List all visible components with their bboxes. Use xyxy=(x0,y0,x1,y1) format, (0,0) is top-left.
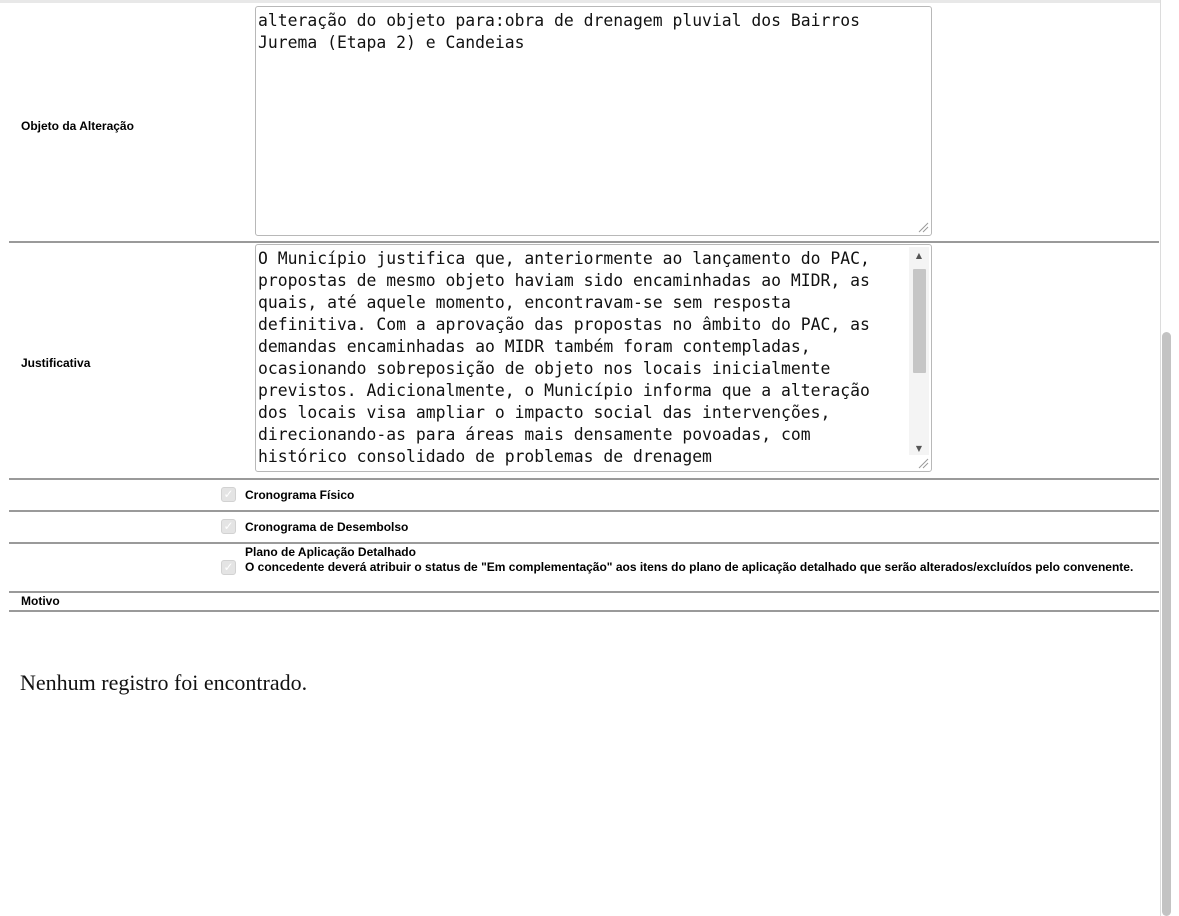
justificativa-scrollbar[interactable] xyxy=(909,247,929,455)
objeto-text: alteração do objeto para:obra de drenagem pluvial dos Bairros Jurema (Etapa 2) e Candeias xyxy=(258,11,870,52)
plano-aplicacao-note: O concedente deverá atribuir o status de "Em complementação" aos itens do plano de aplicação detalhado que serão alterados/excluídos pelo convenente. xyxy=(245,560,1134,574)
motivo-label: Motivo xyxy=(21,594,60,608)
scroll-thumb[interactable] xyxy=(913,269,926,373)
objeto-label: Objeto da Alteração xyxy=(21,119,134,133)
empty-results-message: Nenhum registro foi encontrado. xyxy=(20,670,308,695)
plano-aplicacao-checkbox[interactable] xyxy=(221,560,236,575)
justificativa-textarea[interactable] xyxy=(255,244,932,472)
check-icon: ✓ xyxy=(223,487,234,501)
objeto-textarea[interactable] xyxy=(255,6,932,236)
cronograma-fisico-checkbox[interactable] xyxy=(221,487,236,502)
page-scroll-thumb[interactable] xyxy=(1162,332,1171,916)
justificativa-text: O Município justifica que, anteriormente ao lançamento do PAC, propostas de mesmo objeto haviam sido encaminhadas ao MIDR, as quais, até aquele momento, encontravam-se sem resposta definitiva. Com a aprovação das propostas no âmbito do PAC, as demandas encaminhadas ao MIDR também foram contempladas, ocasionando sobreposição de objeto nos locais inicialmente previstos. Adicionalmente, o Município informa que a alteração dos locais visa ampliar o impacto social das intervenções, direcionando-as para áreas mais densamente povoadas, com histórico consolidado de problemas de drenagem xyxy=(258,249,880,466)
page-scrollbar[interactable] xyxy=(1160,0,1179,916)
cronograma-desembolso-checkbox[interactable] xyxy=(221,519,236,534)
cronograma-fisico-label: Cronograma Físico xyxy=(245,488,355,502)
plano-aplicacao-block xyxy=(245,545,1155,575)
resize-grip-icon[interactable] xyxy=(917,457,929,469)
check-icon: ✓ xyxy=(223,560,234,574)
justificativa-label: Justificativa xyxy=(21,356,91,370)
scroll-down-arrow-icon[interactable]: ▼ xyxy=(915,444,923,453)
scroll-up-arrow-icon[interactable]: ▲ xyxy=(915,251,923,260)
divider xyxy=(9,510,1159,512)
divider xyxy=(9,478,1159,480)
divider xyxy=(9,610,1159,612)
divider xyxy=(9,542,1159,544)
divider xyxy=(9,241,1159,243)
divider xyxy=(9,591,1159,593)
cronograma-desembolso-label: Cronograma de Desembolso xyxy=(245,520,409,534)
check-icon: ✓ xyxy=(223,519,234,533)
plano-aplicacao-label: Plano de Aplicação Detalhado xyxy=(245,545,416,559)
resize-grip-icon[interactable] xyxy=(917,221,929,233)
